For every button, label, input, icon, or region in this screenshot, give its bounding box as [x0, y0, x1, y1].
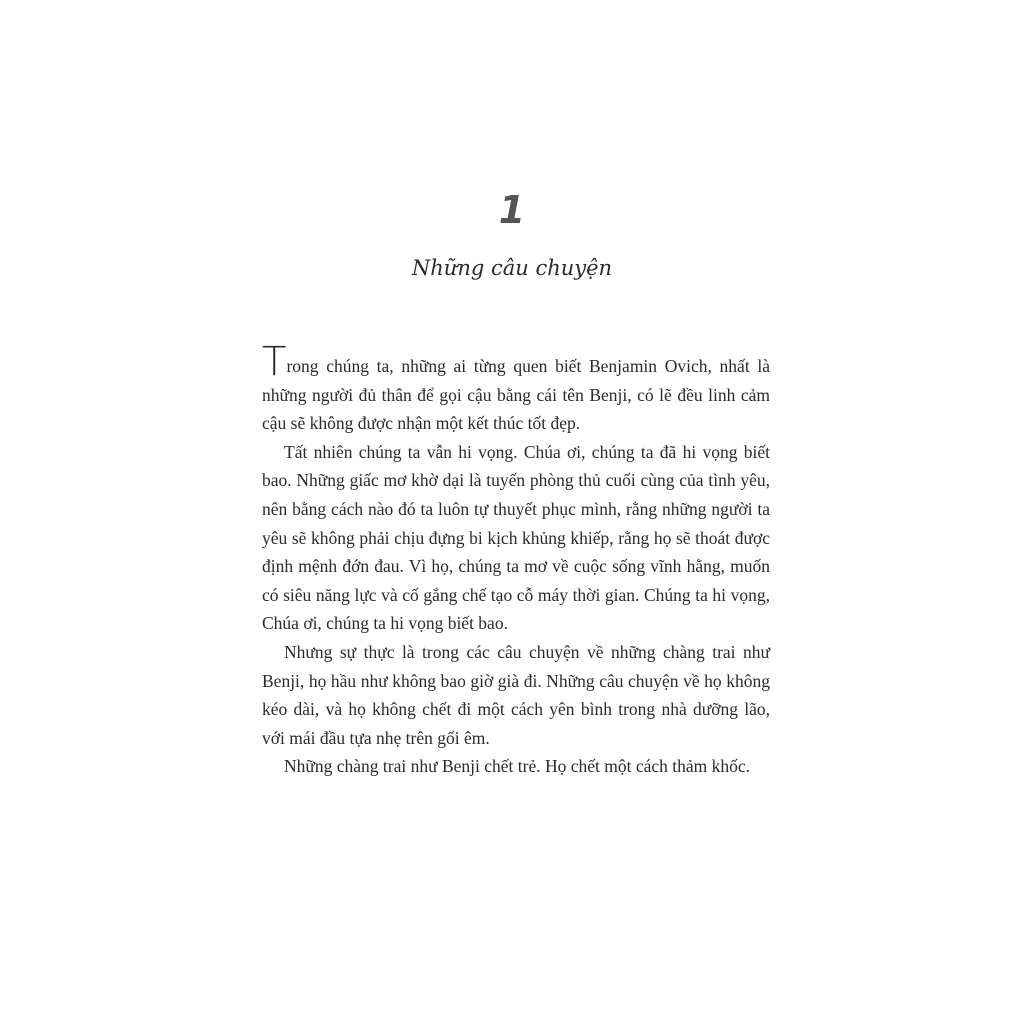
- chapter-body: [262, 339, 770, 781]
- chapter-number: 1: [498, 188, 526, 232]
- paragraph-2: Tất nhiên chúng ta vẫn hi vọng. Chúa ơi, chúng ta đã hi vọng biết bao. Những giấc mơ khờ dại là tuyến phòng thủ cuối cùng của tình yêu, nên bằng cách nào đó ta luôn tự thuyết phục mình, rằng những người ta yêu sẽ không phải chịu đựng bi kịch khủng khiếp, rằng họ sẽ thoát được định mệnh đớn đau. Vì họ, chúng ta mơ về cuộc sống vĩnh hằng, muốn có siêu năng lực và cố gắng chế tạo cỗ máy thời gian. Chúng ta hi vọng, Chúa ơi, chúng ta hi vọng biết bao.: [262, 441, 770, 634]
- paragraph-4: Những chàng trai như Benji chết trẻ. Họ chết một cách thảm khốc.: [284, 756, 751, 777]
- chapter-title: Những câu chuyện: [411, 256, 613, 280]
- paragraph-1: [262, 339, 770, 438]
- paragraph-3: Nhưng sự thực là trong các câu chuyện về những chàng trai như Benji, họ hầu như không bao giờ già đi. Những câu chuyện về họ không kéo dài, và họ không chết đi một cách yên bình trong nhà dưỡng lão, với mái đầu tựa nhẹ trên gối êm.: [262, 641, 770, 748]
- paragraph-1-text: rong chúng ta, những ai từng quen biết Benjamin Ovich, nhất là những người đủ thân để gọi cậu bằng cái tên Benji, có lẽ đều linh cảm cậu sẽ không được nhận một kết thúc tốt đẹp.: [262, 356, 770, 434]
- drop-cap: T: [262, 339, 287, 385]
